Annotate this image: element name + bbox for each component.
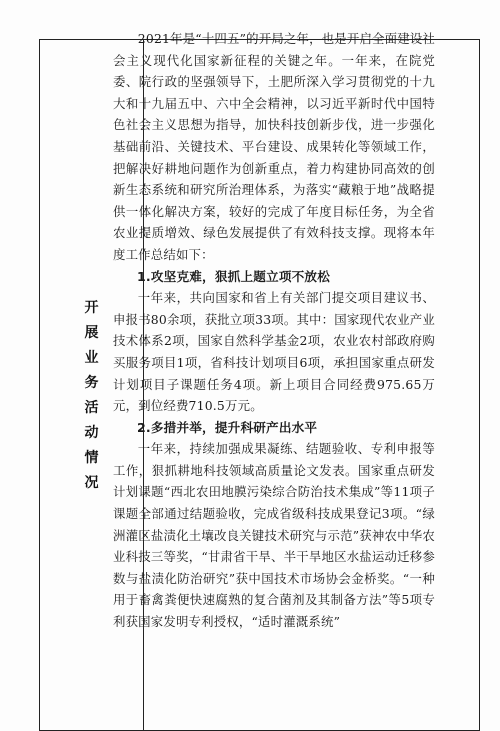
section-heading: 2.多措并举，提升科研产出水平 bbox=[136, 419, 318, 435]
row-label-char: 业 bbox=[84, 350, 99, 366]
intro-paragraph: 2021年是“十四五”的开局之年，也是开启全面建设社会主义现代化国家新征程的关键之年。一年来，在院党委、院行政的坚强领导下，土肥所深入学习贯彻党的十九大和十九届五中、六中全会精神，以习近平新时代中国特色社会主义思想为指导，加快科技创新步伐，进一步强化基础前沿、关键技术、平台建设、成果转化等领域工作，把解决好耕地问题作为创新重点，着力构建协同高效的创新生态系统和研究所治理体系，为落实“藏粮于地”战略提供一体化解决方案，较好的完成了年度目标任务，为全省农业提质增效、绿色发展提供了有效科技支撑。现将本年度工作总结如下： bbox=[113, 31, 436, 262]
row-label-char: 务 bbox=[84, 375, 99, 391]
row-label-char: 情 bbox=[84, 450, 99, 466]
row-label-char: 动 bbox=[84, 425, 99, 441]
section-paragraph: 一年来，持续加强成果凝练、结题验收、专利申报等工作，狠抓耕地科技领域高质量论文发表。国家重点研发计划课题“西北农田地膜污染综合防治技术集成”等11项子课题全部通过结题验收，完成省级科技成果登记3项。“绿洲灌区盐渍化土壤改良关键技术研究与示范”获神农中华农业科技三等奖，“甘肃省干旱、半干旱地区水盐运动迁移参数与盐渍化防治研究”获中国技术市场协会金桥奖。“一种用于畜禽粪便快速腐熟的复合菌剂及其制备方法”等5项专利获国家发明专利授权，“适时灌溉系统” bbox=[113, 441, 435, 630]
section-paragraph: 一年来，共向国家和省上有关部门提交项目建议书、申报书80余项，获批立项33项。其中：国家现代农业产业技术体系2项，国家自然科学基金2项，农业农村部政府购买服务项目1项，省科技计划项目6项，承担国家重点研发计划项目子课题任务4项。新上项目合同经费975.65万元，到位经费710.5万元。 bbox=[113, 290, 435, 414]
row-label-char: 开 bbox=[84, 300, 99, 316]
row-label-char: 况 bbox=[84, 475, 99, 491]
section-heading: 1.攻坚克难，狠抓上题立项不放松 bbox=[136, 268, 330, 284]
row-label-char: 活 bbox=[84, 400, 99, 416]
content-cell bbox=[113, 28, 435, 633]
row-label-char: 展 bbox=[84, 325, 99, 341]
